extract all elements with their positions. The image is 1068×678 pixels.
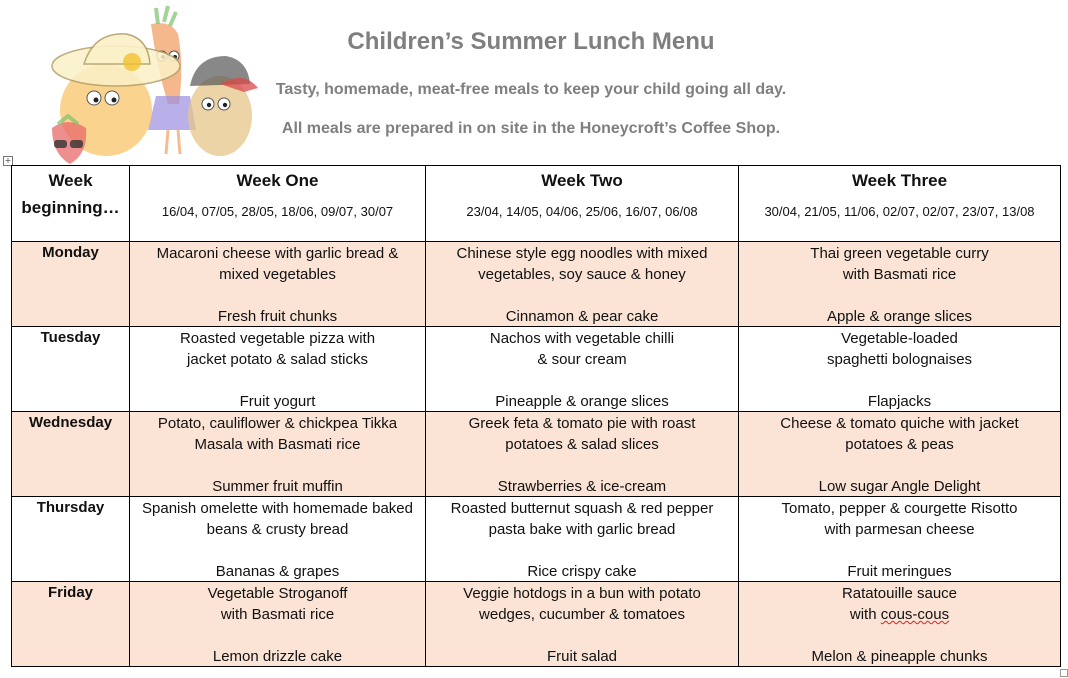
table-row-monday <box>12 242 1061 327</box>
main-dish-line: Roasted vegetable pizza with <box>179 330 376 347</box>
table-row-tuesday <box>12 327 1061 412</box>
meal-cell <box>739 582 1061 667</box>
main-dish-line: wedges, cucumber & tomatoes <box>479 606 685 623</box>
main-dish-line: pasta bake with garlic bread <box>488 521 676 538</box>
meal-cell <box>130 242 426 327</box>
menu-subtitle-tagline: Tasty, homemade, meat-free meals to keep your child going all day. <box>275 81 787 98</box>
week-one-header <box>130 166 426 242</box>
meal-cell <box>130 497 426 582</box>
vegetable-characters-illustration <box>44 4 260 166</box>
dessert: Bananas & grapes <box>215 563 340 580</box>
move-handle-icon[interactable]: + <box>4 156 12 165</box>
main-dish-line: Greek feta & tomato pie with roast <box>468 415 696 432</box>
main-dish <box>739 412 1060 455</box>
main-dish <box>426 582 738 625</box>
week-label-line2: beginning… <box>21 198 120 217</box>
week-label-line1: Week <box>48 171 93 190</box>
main-dish <box>130 327 425 370</box>
meal-cell <box>426 327 739 412</box>
week-title: Week Three <box>851 171 948 190</box>
main-dish-line: Macaroni cheese with garlic bread & <box>156 245 399 262</box>
main-dish <box>130 497 425 540</box>
main-dish-line: & sour cream <box>537 351 627 368</box>
dessert: Fruit meringues <box>847 563 952 580</box>
main-dish-line: Vegetable Stroganoff <box>207 585 348 602</box>
meal-cell <box>426 497 739 582</box>
week-dates: 30/04, 21/05, 11/06, 02/07, 02/07, 23/07, 13/08 <box>764 204 1035 219</box>
meal-cell <box>739 242 1061 327</box>
dessert: Fruit salad <box>546 648 618 665</box>
main-dish-prefix: with <box>849 606 881 623</box>
main-dish <box>739 327 1060 370</box>
meal-cell <box>739 412 1061 497</box>
dessert: Summer fruit muffin <box>212 478 343 495</box>
dessert: Fruit yogurt <box>239 393 316 410</box>
week-two-header <box>426 166 739 242</box>
main-dish <box>739 497 1060 540</box>
dessert: Rice crispy cake <box>527 563 637 580</box>
dessert: Apple & orange slices <box>826 308 973 325</box>
main-dish-line: Spanish omelette with homemade baked <box>142 500 413 517</box>
main-dish <box>426 412 738 455</box>
main-dish-line: beans & crusty bread <box>206 521 349 538</box>
main-dish <box>426 242 738 285</box>
meal-cell <box>130 412 426 497</box>
meal-cell <box>739 327 1061 412</box>
meal-cell <box>130 327 426 412</box>
week-three-header <box>739 166 1061 242</box>
table-header-row <box>12 166 1061 242</box>
lunch-menu-table <box>11 165 1061 667</box>
week-title: Week Two <box>541 171 623 190</box>
meal-cell <box>130 582 426 667</box>
dessert: Low sugar Angle Delight <box>818 478 981 495</box>
week-beginning-header <box>12 166 130 242</box>
dessert: Strawberries & ice-cream <box>497 478 667 495</box>
week-dates: 23/04, 14/05, 04/06, 25/06, 16/07, 06/08 <box>466 204 698 219</box>
day-name: Friday <box>12 582 130 667</box>
main-dish <box>130 582 425 625</box>
meal-cell <box>426 242 739 327</box>
table-row-wednesday <box>12 412 1061 497</box>
main-dish-line: mixed vegetables <box>219 266 336 283</box>
meal-cell <box>739 497 1061 582</box>
main-dish-line: Chinese style egg noodles with mixed <box>456 245 708 262</box>
main-dish-line: potatoes & peas <box>845 436 954 453</box>
main-dish-line: spaghetti bolognaises <box>826 351 973 368</box>
dessert: Melon & pineapple chunks <box>811 648 988 665</box>
main-dish-line: Ratatouille sauce <box>841 585 958 602</box>
main-dish-line: Vegetable-loaded <box>841 330 958 347</box>
main-dish <box>739 582 1060 625</box>
day-name: Thursday <box>12 497 130 582</box>
main-dish-line: vegetables, soy sauce & honey <box>478 266 686 283</box>
main-dish <box>739 242 1060 285</box>
main-dish-line <box>739 604 1060 625</box>
dessert: Cinnamon & pear cake <box>505 308 659 325</box>
main-dish <box>130 242 425 285</box>
dessert: Pineapple & orange slices <box>495 393 669 410</box>
main-dish-line: Veggie hotdogs in a bun with potato <box>463 585 701 602</box>
main-dish <box>426 327 738 370</box>
main-dish-line: Cheese & tomato quiche with jacket <box>780 415 1019 432</box>
dessert: Fresh fruit chunks <box>217 308 338 325</box>
main-dish-line: Potato, cauliflower & chickpea Tikka <box>157 415 398 432</box>
day-name: Tuesday <box>12 327 130 412</box>
dessert: Lemon drizzle cake <box>212 648 343 665</box>
menu-subtitle-location: All meals are prepared in on site in the Honeycroft’s Coffee Shop. <box>281 120 781 137</box>
day-name: Monday <box>12 242 130 327</box>
meal-cell <box>426 582 739 667</box>
table-row-friday <box>12 582 1061 667</box>
week-dates: 16/04, 07/05, 28/05, 18/06, 09/07, 30/07 <box>161 204 394 219</box>
menu-title: Children’s Summer Lunch Menu <box>347 28 715 55</box>
day-name: Wednesday <box>12 412 130 497</box>
main-dish-line: Nachos with vegetable chilli <box>489 330 675 347</box>
main-dish-line: Thai green vegetable curry <box>810 245 989 262</box>
dessert: Flapjacks <box>867 393 932 410</box>
main-dish-line: jacket potato & salad sticks <box>187 351 368 368</box>
week-title: Week One <box>236 171 319 190</box>
resize-handle-icon[interactable] <box>1060 669 1068 677</box>
main-dish-line: Masala with Basmati rice <box>194 436 361 453</box>
main-dish-line: with Basmati rice <box>842 266 957 283</box>
main-dish-line: potatoes & salad slices <box>505 436 659 453</box>
main-dish-line: Tomato, pepper & courgette Risotto <box>781 500 1018 517</box>
main-dish-line: with Basmati rice <box>220 606 335 623</box>
main-dish-line: with parmesan cheese <box>824 521 975 538</box>
table-row-thursday <box>12 497 1061 582</box>
meal-cell <box>426 412 739 497</box>
main-dish <box>130 412 425 455</box>
main-dish-line: Roasted butternut squash & red pepper <box>450 500 714 517</box>
spellcheck-flagged-word[interactable]: cous-cous <box>880 606 950 623</box>
main-dish <box>426 497 738 540</box>
